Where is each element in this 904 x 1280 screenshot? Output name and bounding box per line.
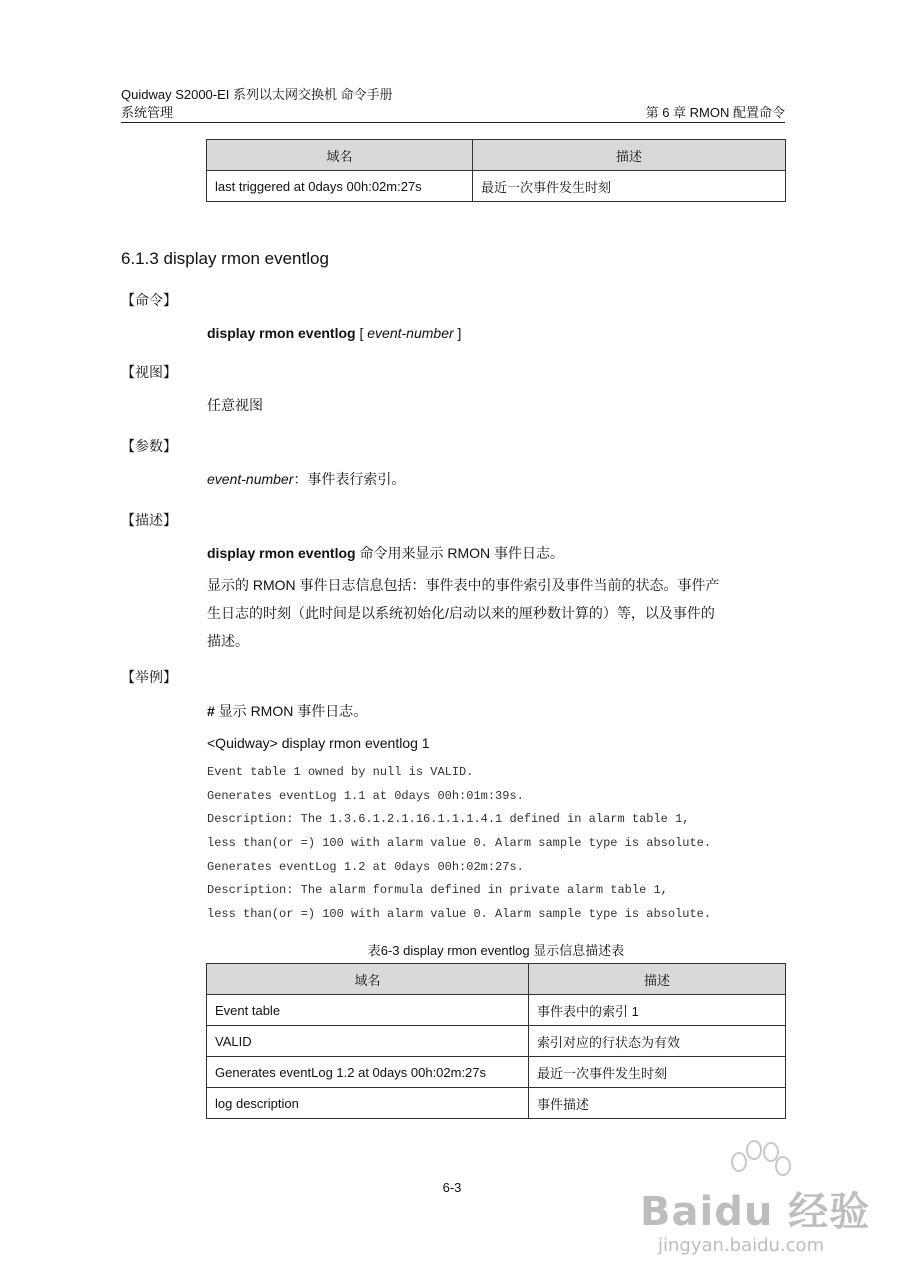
params-tag: 【参数】 [121,438,177,454]
param-desc: ：事件表行索引。 [293,471,406,487]
description-line-1 [207,539,787,567]
description-text: 命令用来显示 RMON 事件日志。 [355,545,565,561]
table-row [207,995,786,1026]
table-cell: VALID [207,1026,529,1057]
table-header-cell: 域名 [207,140,473,171]
header-title: Quidway S2000-EI 系列以太网交换机 命令手册 [121,87,393,102]
watermark-brand: Baidu 经验 [640,1189,871,1235]
table-cell: last triggered at 0days 00h:02m:27s [207,171,473,202]
description-line-3: 生日志的时刻（此时间是以系统初始化/启动以来的厘秒数计算的）等，以及事件的 [207,605,715,621]
table-cell: 事件描述 [529,1088,786,1119]
table-cell: 索引对应的行状态为有效 [529,1026,786,1057]
output-line: Event table 1 owned by null is VALID. [207,765,474,779]
command-tag: 【命令】 [121,292,177,308]
table-header-row [207,140,786,171]
table-caption: 表6-3 display rmon eventlog 显示信息描述表 [367,943,625,958]
param-name: event-number [207,471,294,487]
example-heading [207,697,367,725]
table-header-cell: 域名 [207,964,529,995]
output-line: less than(or =) 100 with alarm value 0. Alarm sample type is absolute. [207,907,712,921]
table-cell: log description [207,1088,529,1119]
description-body [207,539,787,655]
description-line-4: 描述。 [207,633,249,649]
table-cell: Event table [207,995,529,1026]
watermark-url: jingyan.baidu.com [658,1235,825,1256]
output-line: Generates eventLog 1.2 at 0days 00h:02m:27s. [207,860,524,874]
table-row [207,1026,786,1057]
top-table [206,139,786,202]
bracket-close: ] [453,325,462,341]
example-prompt: <Quidway> display rmon eventlog 1 [207,735,430,751]
header-section: 系统管理 [121,105,174,120]
watermark [630,1140,870,1265]
view-tag: 【视图】 [121,364,177,380]
table-header-cell: 描述 [529,964,786,995]
table-cell: 最近一次事件发生时刻 [473,171,786,202]
table-cell: Generates eventLog 1.2 at 0days 00h:02m:27s [207,1057,529,1088]
output-line: Description: The alarm formula defined in private alarm table 1, [207,883,668,897]
description-line-2: 显示的 RMON 事件日志信息包括：事件表中的事件索引及事件当前的状态。事件产 [207,577,720,593]
bracket-open: [ [355,325,368,341]
description-cmd: display rmon eventlog [207,545,356,561]
hash-symbol: # [207,703,215,719]
output-line: less than(or =) 100 with alarm value 0. Alarm sample type is absolute. [207,836,712,850]
output-line: Description: The 1.3.6.1.2.1.16.1.1.1.4.1 defined in alarm table 1, [207,812,690,826]
param-line [207,465,405,493]
section-title: 6.1.3 display rmon eventlog [121,249,329,268]
example-heading-text: 显示 RMON 事件日志。 [214,703,368,719]
table-row [207,171,786,202]
page-number: 6-3 [442,1180,462,1195]
command-name: display rmon eventlog [207,325,356,341]
header-chapter: 第 6 章 RMON 配置命令 [645,105,785,120]
info-table [206,963,786,1119]
table-header-cell: 描述 [473,140,786,171]
example-tag: 【举例】 [121,669,177,685]
header-rule [121,122,785,123]
output-line: Generates eventLog 1.1 at 0days 00h:01m:39s. [207,789,524,803]
table-header-row [207,964,786,995]
table-row [207,1057,786,1088]
view-text: 任意视图 [207,397,263,413]
command-param: event-number [367,325,454,341]
table-row [207,1088,786,1119]
table-cell: 最近一次事件发生时刻 [529,1057,786,1088]
description-tag: 【描述】 [121,512,177,528]
command-syntax [207,319,461,347]
table-cell: 事件表中的索引 1 [529,995,786,1026]
